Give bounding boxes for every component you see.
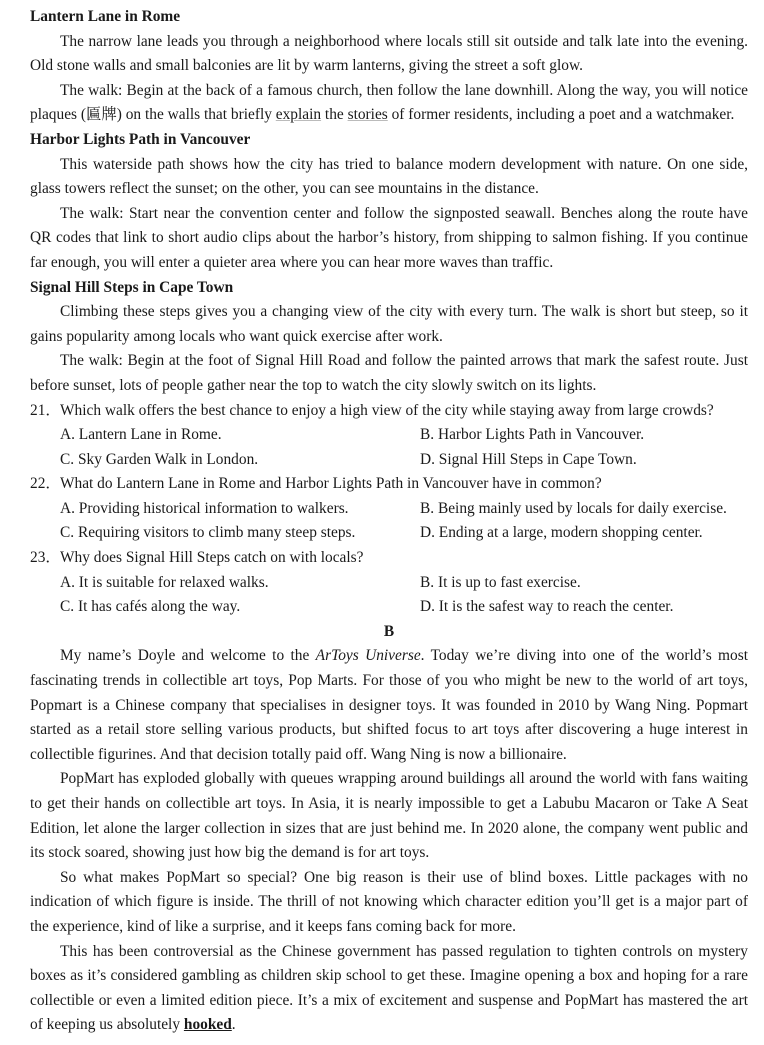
text: . Today we’re diving into one of the world’s most fascinating trends in collectible art toys, Pop Marts. For those of you who might be new to the world of art toys, Popmart is a Chinese company that specialises in designer toys. It was founded in 2010 by Wang Ning. Popmart started as a retail store selling various products, but shifted focus to art toys after discovering a huge interest in collectible figurines. And that decision totally paid off. Wang Ning is now a billionaire. xyxy=(30,647,748,763)
walk-harbor-lights xyxy=(30,128,748,276)
passage-paragraph xyxy=(30,644,748,767)
text: the xyxy=(321,106,348,124)
walk-description: The narrow lane leads you through a neighborhood where locals still sit outside and talk late into the evening. Old stone walls and small balconies are lit by warm lanterns, giving the street a soft glow. xyxy=(30,32,748,75)
option-c: C. It has cafés along the way. xyxy=(60,598,241,616)
option-d: D. It is the safest way to reach the center. xyxy=(420,598,674,616)
walk-route: The walk: Start near the convention center and follow the signposted seawall. Benches along the route have QR codes that link to short audio clips about the harbor’s history, from shipping to salmon fishing. If you continue far enough, you will enter a quieter area where you can hear more waves than traffic. xyxy=(30,204,748,271)
option-b: B. Being mainly used by locals for daily exercise. xyxy=(420,499,727,517)
walk-lantern-lane xyxy=(30,5,748,128)
walk-title: Harbor Lights Path in Vancouver xyxy=(30,130,251,148)
section-heading: B xyxy=(383,622,395,640)
passage-paragraph: So what makes PopMart so special? One big reason is their use of blind boxes. Little packages with no indication of which figure is inside. The thrill of not knowing which character edition you’ll get is a major part of the experience, kind of like a surprise, and it keeps fans coming back for more. xyxy=(30,868,748,935)
option-d: D. Ending at a large, modern shopping center. xyxy=(420,524,703,542)
option-a: A. It is suitable for relaxed walks. xyxy=(60,573,269,591)
passage-paragraph: PopMart has exploded globally with queues wrapping around buildings all around the world with fans waiting to get their hands on collectible art toys. In Asia, it is nearly impossible to get a Labubu Macaron or Take A Seat Edition, let alone the larger collection in sizes that are just behind me. In 2020 alone, the company went public and its stock soared, showing just how big the demand is for art toys. xyxy=(30,770,748,862)
option-a: A. Providing historical information to walkers. xyxy=(60,499,349,517)
walk-route: The walk: Begin at the foot of Signal Hill Road and follow the painted arrows that mark the safest route. Just before sunset, lots of people gather near the top to watch the city slowly switch on its lights. xyxy=(30,352,748,394)
option-c: C. Sky Garden Walk in London. xyxy=(60,450,259,468)
question-number: 22． xyxy=(30,475,61,493)
walk-route xyxy=(30,79,748,128)
show-title: ArToys Universe xyxy=(315,647,421,665)
option-b: B. It is up to fast exercise. xyxy=(420,573,581,591)
question-text: Which walk offers the best chance to enjoy a high view of the city while staying away from large crowds? xyxy=(60,401,714,419)
option-a: A. Lantern Lane in Rome. xyxy=(60,426,222,444)
question-22 xyxy=(30,472,748,546)
question-23 xyxy=(30,546,748,620)
text: The walk: Begin at the back of a famous church, then follow the lane downhill. Along the way, you will notice plaques (匾牌) on the walls that briefly xyxy=(30,81,748,124)
text: My name’s Doyle and welcome to the xyxy=(60,647,316,665)
question-number: 21． xyxy=(30,401,61,419)
text: . xyxy=(231,1016,236,1034)
question-text: Why does Signal Hill Steps catch on with locals? xyxy=(60,549,364,567)
walk-signal-hill xyxy=(30,276,748,399)
question-text: What do Lantern Lane in Rome and Harbor Lights Path in Vancouver have in common? xyxy=(60,475,602,493)
underlined-word: hooked xyxy=(183,1016,232,1034)
passage-paragraph xyxy=(30,940,748,1038)
walk-description: Climbing these steps gives you a changing view of the city with every turn. The walk is short but steep, so it gains popularity among locals who want quick exercise after work. xyxy=(30,303,748,345)
text: This has been controversial as the Chinese government has passed regulation to tighten controls on mystery boxes as it’s considered gambling as children skip school to get these. Imagine opening a box and hoping for a rare collectible or even a limited edition piece. It’s a mix of excitement and suspense and PopMart has mastered the art of keeping us absolutely xyxy=(30,942,748,1034)
option-b: B. Harbor Lights Path in Vancouver. xyxy=(420,426,645,444)
option-d: D. Signal Hill Steps in Cape Town. xyxy=(420,450,637,468)
text: of former residents, including a poet and a watchmaker. xyxy=(387,106,735,124)
walk-title: Signal Hill Steps in Cape Town xyxy=(30,278,234,296)
question-number: 23． xyxy=(30,549,61,567)
question-21 xyxy=(30,399,748,473)
underlined-word: stories xyxy=(347,106,388,124)
option-c: C. Requiring visitors to climb many steep steps. xyxy=(60,524,356,542)
underlined-word: explain xyxy=(275,106,322,124)
walk-description: This waterside path shows how the city has tried to balance modern development with nature. On one side, glass towers reflect the sunset; on the other, you can see mountains in the distance. xyxy=(30,155,748,198)
walk-title: Lantern Lane in Rome xyxy=(30,8,181,25)
